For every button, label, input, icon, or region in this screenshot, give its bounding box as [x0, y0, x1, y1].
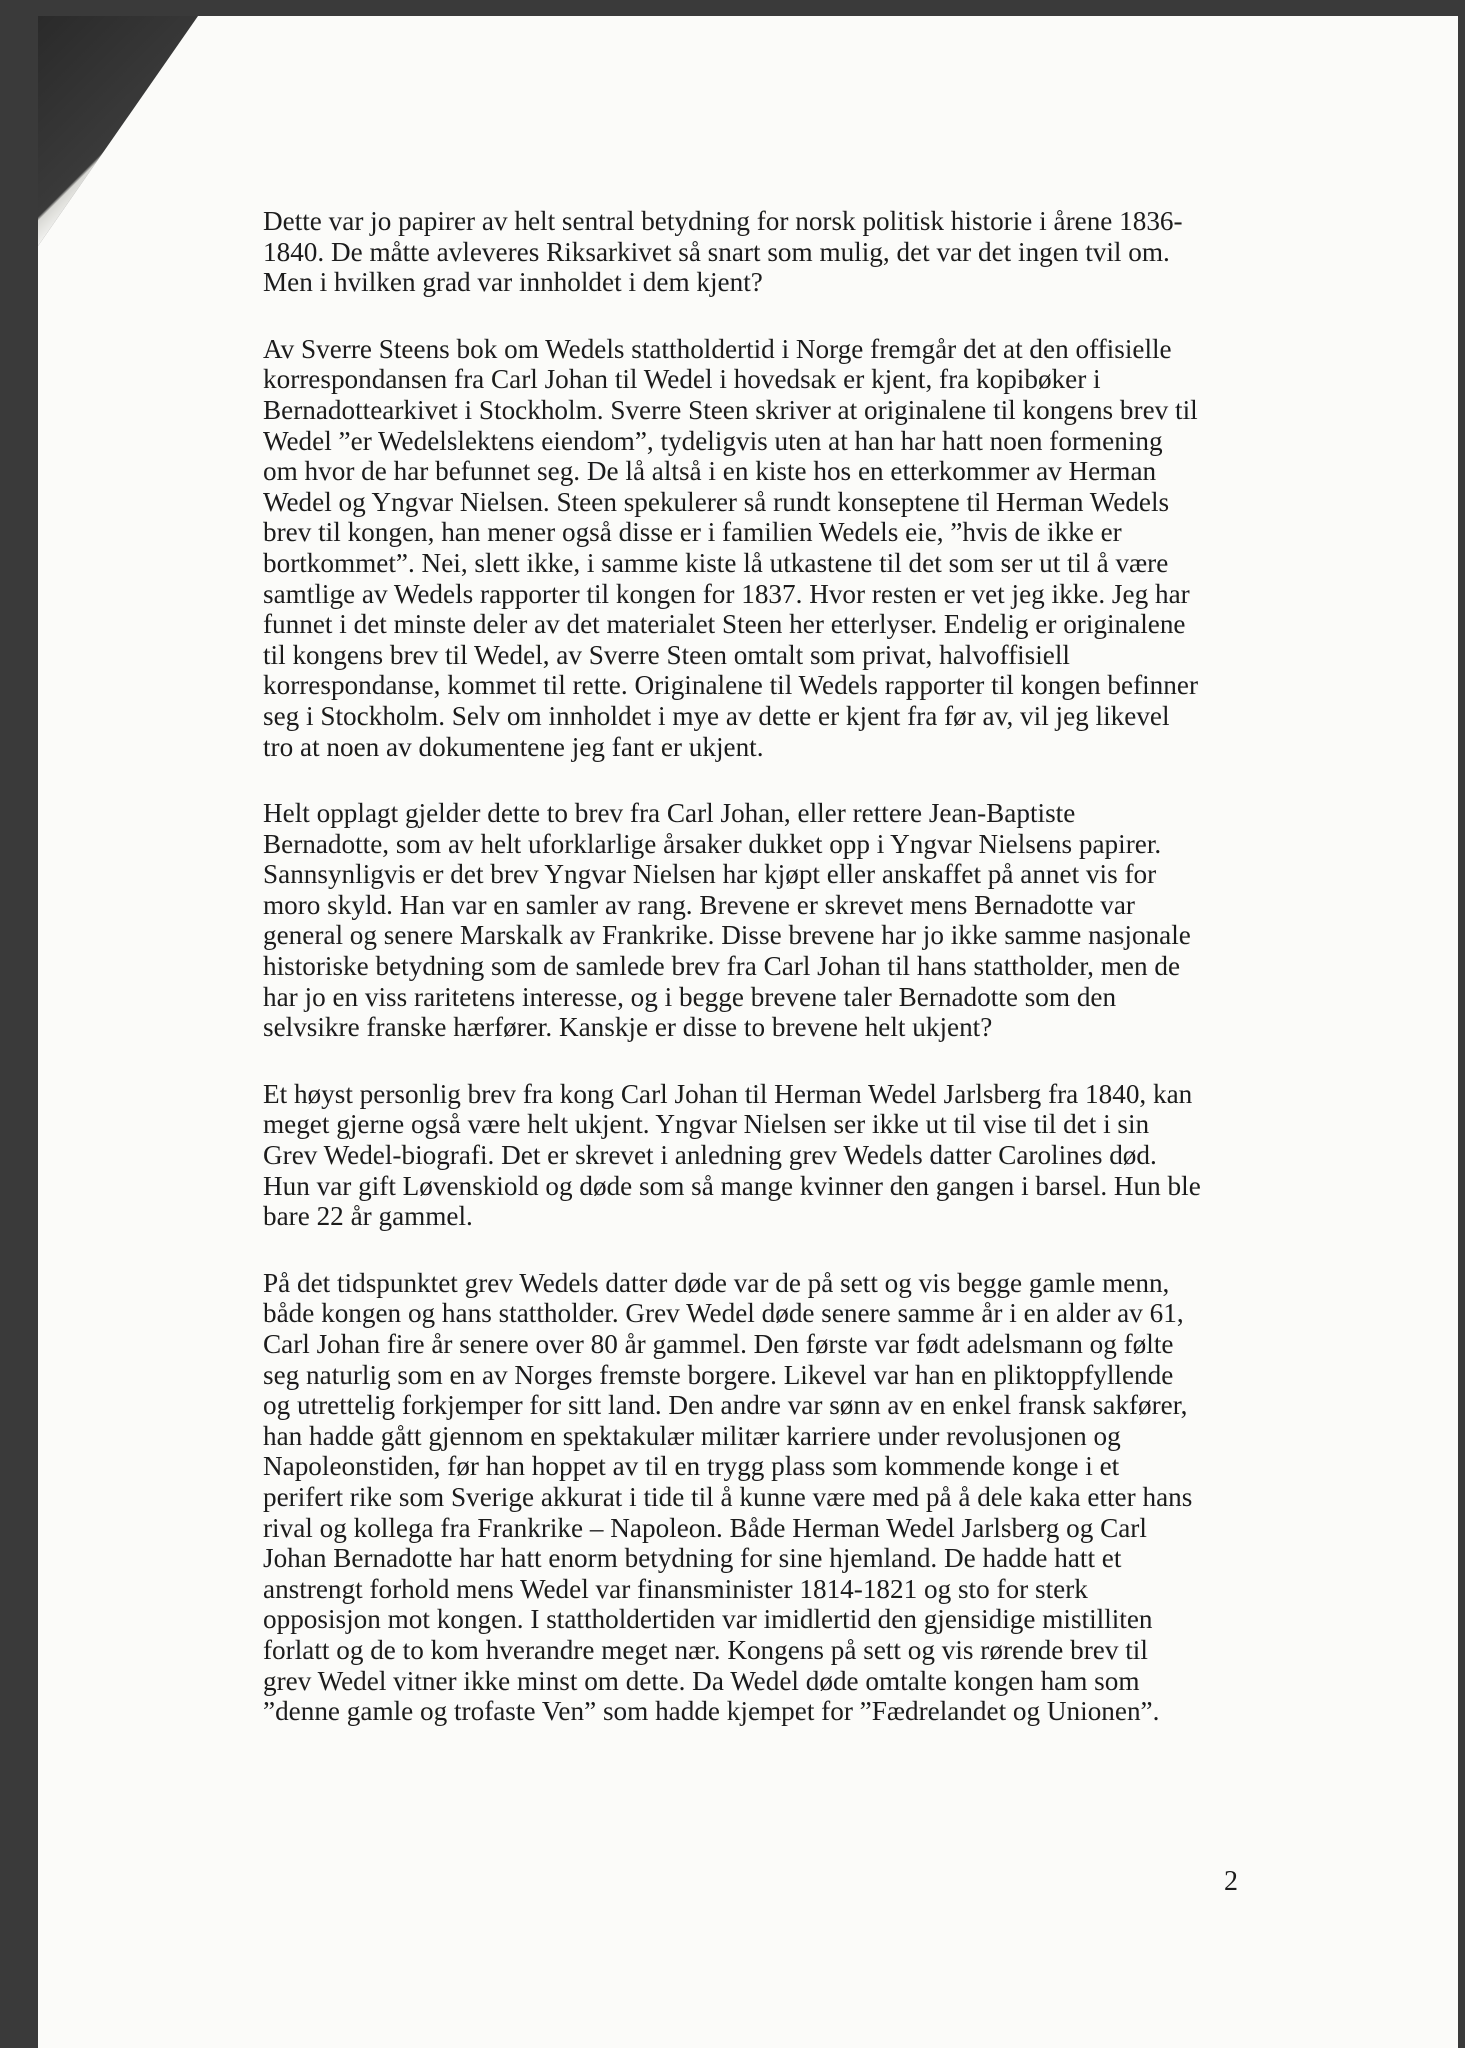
text-line: seg naturlig som en av Norges fremste borgere. Likevel var han en pliktoppfyllende — [263, 1359, 1174, 1390]
text-line: På det tidspunktet grev Wedels datter døde var de på sett og vis begge gamle menn, — [263, 1267, 1170, 1298]
text-line: Dette var jo papirer av helt sentral betydning for norsk politisk historie i årene 1836- — [263, 206, 1183, 236]
text-line: bare 22 år gammel. — [263, 1201, 473, 1232]
paragraph — [263, 1268, 1243, 1727]
text-line: 1840. De måtte avleveres Riksarkivet så snart som mulig, det var det ingen tvil om. — [263, 236, 1170, 267]
text-line: om hvor de har befunnet seg. De lå altså i en kiste hos en etterkommer av Herman — [263, 456, 1157, 487]
text-line: Wedel og Yngvar Nielsen. Steen spekulerer så rundt konseptene til Herman Wedels — [263, 486, 1170, 517]
text-line: Et høyst personlig brev fra kong Carl Johan til Herman Wedel Jarlsberg fra 1840, kan — [263, 1078, 1193, 1109]
paragraph — [263, 334, 1243, 762]
text-line: Men i hvilken grad var innholdet i dem kjent? — [263, 267, 763, 298]
text-line: Bernadottearkivet i Stockholm. Sverre Steen skriver at originalene til kongens brev til — [263, 394, 1198, 425]
text-line: Grev Wedel-biografi. Det er skrevet i anledning grev Wedels datter Carolines død. — [263, 1140, 1157, 1171]
paragraph — [263, 1079, 1243, 1232]
text-line: korrespondanse, kommet til rette. Originalene til Wedels rapporter til kongen befinner — [263, 670, 1198, 701]
text-line: Hun var gift Løvenskiold og døde som så mange kvinner den gangen i barsel. Hun ble — [263, 1170, 1201, 1201]
text-line: moro skyld. Han var en samler av rang. Brevene er skrevet mens Bernadotte var — [263, 889, 1135, 920]
text-line: brev til kongen, han mener også disse er i familien Wedels eie, ”hvis de ikke er — [263, 517, 1122, 548]
text-line: Sannsynligvis er det brev Yngvar Nielsen har kjøpt eller anskaffet på annet vis for — [263, 859, 1157, 890]
text-line: selvsikre franske hærfører. Kanskje er disse to brevene helt ukjent? — [263, 1012, 993, 1043]
text-line: har jo en viss raritetens interesse, og i begge brevene taler Bernadotte som den — [263, 981, 1117, 1012]
text-line: Napoleonstiden, før han hoppet av til en trygg plass som kommende konge i et — [263, 1451, 1120, 1482]
text-line: meget gjerne også være helt ukjent. Yngvar Nielsen ser ikke ut til vise til det i sin — [263, 1109, 1150, 1140]
text-line: til kongens brev til Wedel, av Sverre Steen omtalt som privat, halvoffisiell — [263, 639, 1070, 670]
text-line: Helt opplagt gjelder dette to brev fra Carl Johan, eller rettere Jean-Baptiste — [263, 798, 1076, 829]
text-line: Carl Johan fire år senere over 80 år gammel. Den første var født adelsmann og følte — [263, 1329, 1174, 1359]
text-line: anstrengt forhold mens Wedel var finansminister 1814-1821 og sto for sterk — [263, 1573, 1088, 1604]
paragraph — [263, 206, 1243, 298]
text-line: funnet i det minste deler av det materialet Steen her etterlyser. Endelig er originalene — [263, 609, 1186, 640]
text-line: tro at noen av dokumentene jeg fant er ukjent. — [263, 731, 764, 762]
text-line: bortkommet”. Nei, slett ikke, i samme kiste lå utkastene til det som ser ut til å være — [263, 547, 1169, 578]
text-line: samtlige av Wedels rapporter til kongen for 1837. Hvor resten er vet jeg ikke. Jeg har — [263, 578, 1190, 609]
text-line: historiske betydning som de samlede brev fra Carl Johan til hans stattholder, men de — [263, 951, 1181, 982]
text-line: forlatt og de to kom hverandre meget nær. Kongens på sett og vis rørende brev til — [263, 1634, 1148, 1665]
text-line: Wedel ”er Wedelslektens eiendom”, tydeligvis uten at han har hatt noen formening — [263, 425, 1163, 456]
paragraph — [263, 798, 1243, 1043]
text-line: ”denne gamle og trofaste Ven” som hadde kjempet for ”Fædrelandet og Unionen”. — [263, 1696, 1160, 1727]
page-number: 2 — [1224, 1866, 1238, 1897]
text-line: og utrettelig forkjemper for sitt land. Den andre var sønn av en enkel fransk sakfører, — [263, 1390, 1188, 1421]
text-line: korrespondansen fra Carl Johan til Wedel i hovedsak er kjent, fra kopibøker i — [263, 364, 1101, 395]
text-line: Bernadotte, som av helt uforklarlige årsaker dukket opp i Yngvar Nielsens papirer. — [263, 828, 1162, 859]
text-line: rival og kollega fra Frankrike – Napoleon. Både Herman Wedel Jarlsberg og Carl — [263, 1512, 1147, 1543]
text-line: perifert rike som Sverige akkurat i tide til å kunne være med på å dele kaka etter hans — [263, 1481, 1193, 1512]
text-line: seg i Stockholm. Selv om innholdet i mye av dette er kjent fra før av, vil jeg likevel — [263, 700, 1170, 731]
text-line: general og senere Marskalk av Frankrike. Disse brevene har jo ikke samme nasjonale — [263, 920, 1191, 951]
text-line: grev Wedel vitner ikke minst om dette. Da Wedel døde omtalte kongen ham som — [263, 1665, 1140, 1696]
text-line: både kongen og hans stattholder. Grev Wedel døde senere samme år i en alder av 61, — [263, 1298, 1184, 1329]
document-body — [263, 206, 1243, 1763]
text-line: Johan Bernadotte har hatt enorm betydning for sine hjemland. De hadde hatt et — [263, 1543, 1122, 1574]
text-line: opposisjon mot kongen. I stattholdertiden var imidlertid den gjensidige mistilliten — [263, 1604, 1153, 1635]
text-line: han hadde gått gjennom en spektakulær militær karriere under revolusjonen og — [263, 1420, 1121, 1451]
text-line: Av Sverre Steens bok om Wedels stattholdertid i Norge fremgår det at den offisielle — [263, 333, 1172, 364]
